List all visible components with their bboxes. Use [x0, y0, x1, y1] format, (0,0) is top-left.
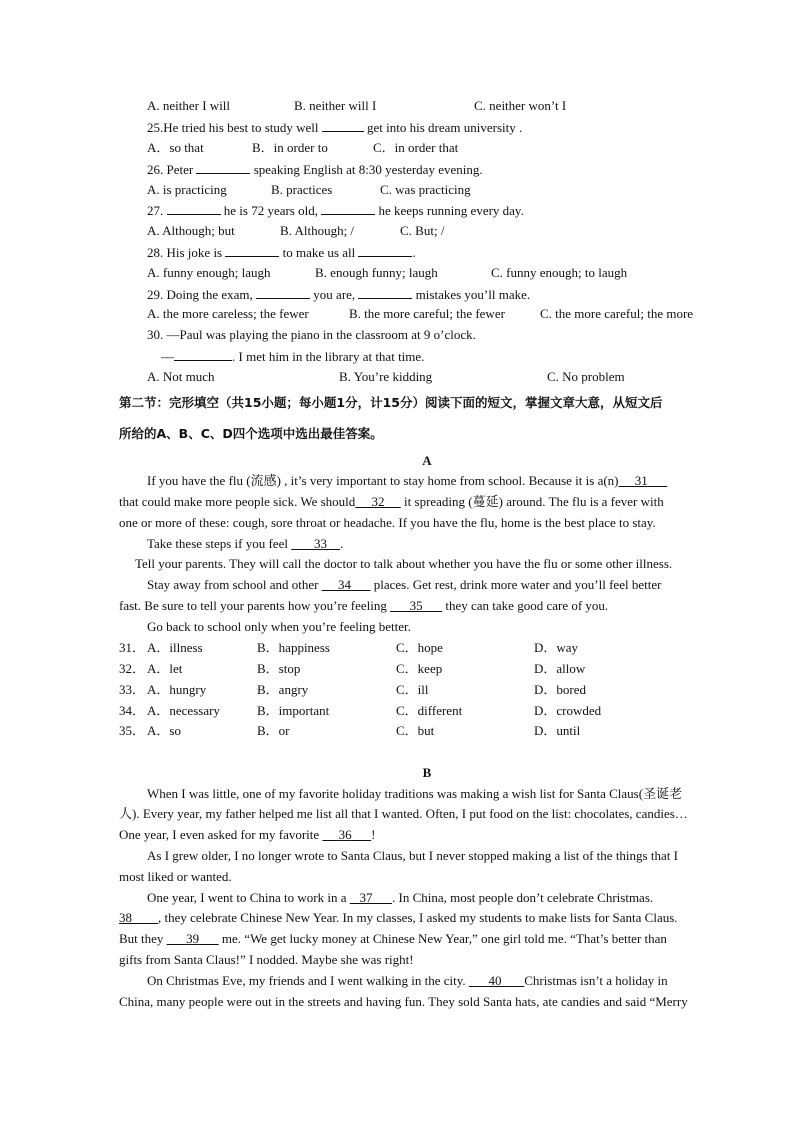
option-c: C．hope: [396, 640, 443, 655]
blank-38: [119, 910, 158, 925]
passage-a-text: it spreading (蔓延) around. The flu is a fever with: [404, 494, 664, 509]
question-30-reply: [161, 348, 424, 365]
blank-37: [350, 890, 392, 905]
q26-options: [147, 182, 747, 198]
option-a: A．hungry: [147, 682, 207, 697]
question-number: 35．: [119, 723, 146, 738]
blank-36: [322, 827, 371, 842]
q26-option-a: A. is practicing: [147, 182, 227, 197]
q30-text-a: 30. —Paul was playing the piano in the classroom at 9 o’clock.: [147, 327, 476, 342]
q25-option-c: C．in order that: [373, 140, 459, 155]
question-30: [147, 327, 476, 343]
option-d: D．crowded: [534, 703, 602, 718]
blank-38-number: 38: [119, 910, 132, 925]
q30-option-b: B. You’re kidding: [339, 369, 433, 384]
passage-b-text: !: [371, 827, 376, 842]
blank-39-number: 39: [186, 931, 200, 946]
q27-text-c: he keeps running every day.: [378, 203, 524, 218]
q30-dash: —: [161, 349, 174, 364]
q28-text-c: .: [412, 245, 416, 260]
passage-a-text: Stay away from school and other: [147, 577, 319, 592]
q27-option-b: B. Although; /: [280, 223, 355, 238]
passage-a-line-4: [147, 536, 343, 552]
q24-option-c: C. neither won’t I: [474, 98, 567, 113]
blank-35: [390, 598, 442, 613]
q28-text-a: 28. His joke is: [147, 245, 223, 260]
passage-b-line-5: most liked or wanted.: [119, 869, 232, 884]
question-number: 34．: [119, 703, 146, 718]
q25-option-a: A．so that: [147, 140, 204, 155]
passage-b-text: Christmas isn’t a holiday in: [524, 973, 668, 988]
q29-text-a: 29. Doing the exam,: [147, 287, 253, 302]
q30-options: [147, 369, 747, 385]
passage-a-line-7: [119, 598, 608, 614]
q25-options: [147, 140, 747, 156]
q27-options: [147, 223, 747, 239]
q28-blank-2: [358, 244, 412, 257]
passage-b-line-10: [147, 973, 668, 989]
passage-b-title: B: [422, 765, 432, 780]
q24-options: [147, 98, 747, 114]
blank-33: [291, 536, 340, 551]
option-c: C．but: [396, 723, 435, 738]
q28-option-c: C. funny enough; to laugh: [491, 265, 628, 280]
q30-option-a: A. Not much: [147, 369, 215, 384]
q25-text-b: get into his dream university .: [367, 120, 523, 135]
question-number: 32．: [119, 661, 146, 676]
q26-blank: [196, 161, 250, 174]
q29-text-c: mistakes you’ll make.: [415, 287, 531, 302]
q28-options: [147, 265, 747, 281]
q28-blank-1: [225, 244, 279, 257]
blank-35-number: 35: [409, 598, 423, 613]
question-33-options: [119, 682, 719, 698]
q27-option-a: A. Although; but: [147, 223, 235, 238]
q26-option-c: C. was practicing: [380, 182, 471, 197]
blank-40: [469, 973, 524, 988]
blank-34-number: 34: [337, 577, 351, 592]
passage-a-line-6: [147, 577, 661, 593]
passage-b-line-9: gifts from Santa Claus!” I nodded. Maybe she was right!: [119, 952, 414, 967]
option-a: A．let: [147, 661, 183, 676]
passage-b-line-2: 人). Every year, my father helped me list all that I wanted. Often, I put food on the list: chocolates, candies…: [119, 806, 688, 821]
option-c: C．different: [396, 703, 463, 718]
q26-text-a: 26. Peter: [147, 162, 194, 177]
option-c: C．keep: [396, 661, 443, 676]
passage-a-line-1: [147, 473, 667, 489]
option-b: B．stop: [257, 661, 301, 676]
passage-b-text: One year, I even asked for my favorite: [119, 827, 320, 842]
blank-32-number: 32: [371, 494, 385, 509]
passage-a-line-3: one or more of these: cough, sore throat or headache. If you have the flu, home is the best place to stay.: [119, 515, 656, 530]
passage-a-text: .: [339, 536, 344, 551]
question-25: [147, 119, 522, 136]
q25-option-b: B．in order to: [252, 140, 328, 155]
passage-b-line-4: As I grew older, I no longer wrote to Santa Claus, but I never stopped making a list of the things that I: [147, 848, 678, 863]
q25-blank: [322, 119, 364, 132]
section-2-heading-line-1: 第二节：完形填空（共15小题；每小题1分，计15分）阅读下面的短文，掌握文章大意，从短文后: [119, 395, 663, 410]
passage-a-text: that could make more people sick. We should: [119, 494, 356, 509]
q27-blank-2: [321, 202, 375, 215]
q27-blank-1: [167, 202, 221, 215]
passage-b-text: But they: [119, 931, 164, 946]
q24-option-a: A. neither I will: [147, 98, 231, 113]
q24-option-b: B. neither will I: [294, 98, 377, 113]
q29-blank-1: [256, 286, 310, 299]
q27-option-c: C. But; /: [400, 223, 445, 238]
passage-a-line-8: Go back to school only when you’re feeling better.: [147, 619, 411, 634]
option-a: A．illness: [147, 640, 203, 655]
option-a: A．necessary: [147, 703, 220, 718]
q30-blank: [174, 348, 232, 361]
blank-40-number: 40: [488, 973, 502, 988]
passage-b-text: . In China, most people don’t celebrate Christmas.: [391, 890, 654, 905]
blank-36-number: 36: [338, 827, 352, 842]
q30-option-c: C. No problem: [547, 369, 625, 384]
question-34-options: [119, 703, 719, 719]
passage-b-line-8: [119, 931, 667, 947]
q29-blank-2: [358, 286, 412, 299]
option-d: D．way: [534, 640, 579, 655]
q29-text-b: you are,: [313, 287, 356, 302]
passage-b-text: On Christmas Eve, my friends and I went walking in the city.: [147, 973, 466, 988]
passage-a-line-2: [119, 494, 664, 510]
option-a: A．so: [147, 723, 181, 738]
q25-text-a: 25.He tried his best to study well: [147, 120, 319, 135]
q29-options: [147, 306, 747, 322]
option-b: B．angry: [257, 682, 309, 697]
passage-b-text: me. “We get lucky money at Chinese New Year,” one girl told me. “That’s better than: [221, 931, 667, 946]
section-2-heading-line-2: 所给的A、B、C、D四个选项中选出最佳答案。: [119, 426, 383, 441]
question-number: 31．: [119, 640, 146, 655]
option-b: B．happiness: [257, 640, 330, 655]
q27-text-b: he is 72 years old,: [223, 203, 318, 218]
passage-a-text: If you have the flu (流感) , it’s very important to stay home from school. Because it is a(n): [147, 473, 619, 488]
option-b: B．important: [257, 703, 330, 718]
question-32-options: [119, 661, 719, 677]
passage-a-text: places. Get rest, drink more water and you’ll feel better: [373, 577, 662, 592]
passage-b-line-6: [147, 890, 653, 906]
question-number: 33．: [119, 682, 146, 697]
q27-text-a: 27.: [147, 203, 164, 218]
option-c: C．ill: [396, 682, 429, 697]
question-35-options: [119, 723, 719, 739]
q28-option-b: B. enough funny; laugh: [315, 265, 438, 280]
passage-b-line-11: China, many people were out in the streets and having fun. They sold Santa hats, ate candies and said “Merry: [119, 994, 688, 1009]
option-d: D．until: [534, 723, 581, 738]
question-26: [147, 161, 483, 178]
passage-a-text: Take these steps if you feel: [147, 536, 288, 551]
passage-a-text: fast. Be sure to tell your parents how you’re feeling: [119, 598, 387, 613]
q29-option-c: C. the more careful; the more: [540, 306, 694, 321]
passage-b-text: , they celebrate Chinese New Year. In my classes, I asked my students to make lists for Santa Claus.: [158, 910, 678, 925]
q28-option-a: A. funny enough; laugh: [147, 265, 271, 280]
blank-31-number: 31: [634, 473, 648, 488]
option-d: D．bored: [534, 682, 586, 697]
blank-39: [167, 931, 219, 946]
passage-a-title: A: [422, 453, 432, 468]
passage-b-line-1: When I was little, one of my favorite holiday traditions was making a wish list for Santa Claus(圣诞老: [147, 786, 683, 801]
passage-b-text: One year, I went to China to work in a: [147, 890, 347, 905]
option-d: D．allow: [534, 661, 586, 676]
passage-a-line-5: Tell your parents. They will call the doctor to talk about whether you have the flu or some other illness.: [135, 556, 673, 571]
q26-text-b: speaking English at 8:30 yesterday evening.: [253, 162, 483, 177]
q26-option-b: B. practices: [271, 182, 333, 197]
q28-text-b: to make us all: [282, 245, 356, 260]
blank-37-number: 37: [359, 890, 373, 905]
passage-b-line-3: [119, 827, 376, 843]
blank-31: [619, 473, 668, 488]
question-27: [147, 202, 524, 219]
q30-text-c: . I met him in the library at that time.: [232, 349, 425, 364]
q29-option-b: B. the more careful; the fewer: [349, 306, 505, 321]
blank-32: [355, 494, 401, 509]
question-28: [147, 244, 416, 261]
blank-34: [322, 577, 371, 592]
option-b: B．or: [257, 723, 290, 738]
q29-option-a: A. the more careless; the fewer: [147, 306, 309, 321]
question-29: [147, 286, 530, 303]
passage-b-line-7: [119, 910, 678, 926]
passage-a-text: they can take good care of you.: [445, 598, 609, 613]
blank-33-number: 33: [313, 536, 327, 551]
question-31-options: [119, 640, 719, 656]
